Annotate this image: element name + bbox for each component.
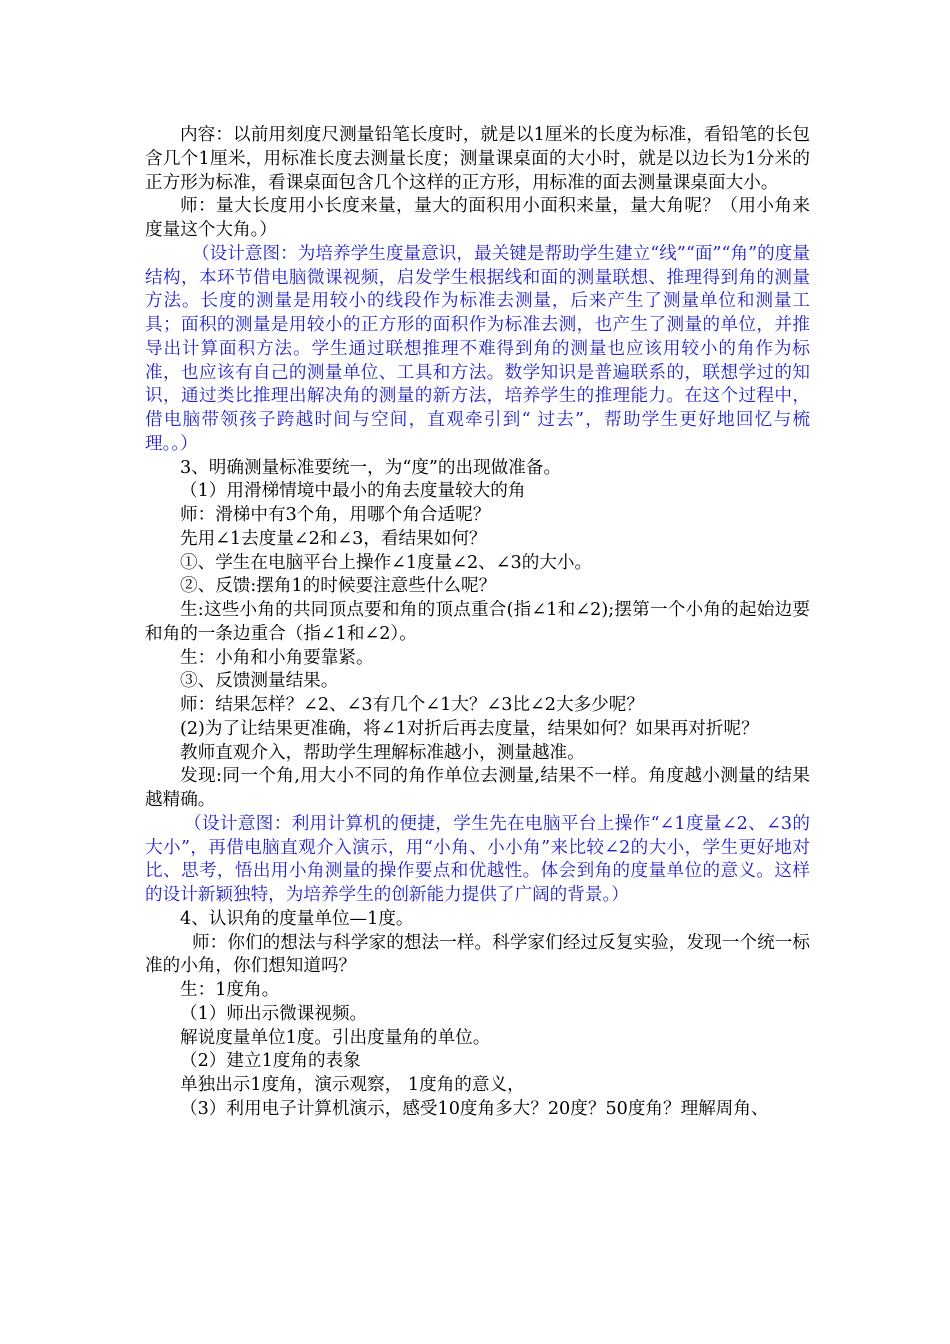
paragraph-show-1-degree: 单独出示1度角，演示观察， 1度角的意义， bbox=[180, 1075, 525, 1095]
paragraph-circle-1: ①、学生在电脑平台上操作∠1度量∠2、∠3的大小。 bbox=[180, 552, 593, 573]
paragraph-teacher-scientists: 师：你们的想法与科学家的想法一样。科学家们经过反复实验，发现一个统一标准的小角，你们想知道吗？ bbox=[145, 932, 810, 977]
paragraph-step-video: （1）师出示微课视频。 bbox=[180, 1003, 368, 1024]
paragraph-step-computer-demo: （3）利用电子计算机演示，感受10度角多大？20度？50度角？理解周角、 bbox=[180, 1098, 769, 1119]
paragraph-teacher-result: 师：结果怎样？∠2、∠3有几个∠1大？∠3比∠2大多少呢？ bbox=[180, 695, 644, 715]
paragraph-discovery: 发现:同一个角,用大小不同的角作单位去测量,结果不一样。角度越小测量的结果越精确。 bbox=[145, 766, 810, 810]
paragraph-teacher-question: 师：量大长度用小长度来量，量大的面积用小面积来量，量大角呢？（用小角来度量这个大角。） bbox=[145, 196, 810, 240]
paragraph-section-3-heading: 3、明确测量标准要统一，为“度”的出现做准备。 bbox=[180, 457, 562, 478]
paragraph-teacher-slide: 师：滑梯中有3个角，用哪个角合适呢？ bbox=[180, 505, 491, 525]
paragraph-explain-unit: 解说度量单位1度。引出度量角的单位。 bbox=[180, 1027, 491, 1048]
paragraph-student-vertex: 生:这些小角的共同顶点要和角的顶点重合(指∠1和∠2);摆第一个小角的起始边要和角的一条边重合（指∠1和∠2）。 bbox=[145, 600, 810, 644]
paragraph-student-tight: 生：小角和小角要靠紧。 bbox=[180, 647, 374, 668]
document-body bbox=[145, 124, 810, 1122]
paragraph-step-2: (2)为了让结果更准确，将∠1对折后再去度量，结果如何？如果再对折呢？ bbox=[180, 718, 759, 739]
paragraph-design-intent-2: （设计意图：利用计算机的便捷，学生先在电脑平台上操作“∠1度量∠2、∠3的大小”，再借电脑直观介入演示，用“小角、小小角”来比较∠2的大小，学生更好地对比、思考，悟出用小角测量的操作要点和优越性。体会到角的度量单位的意义。这样的设计新颖独特，为培养学生的创新能力提供了广阔的背景。） bbox=[145, 813, 810, 905]
paragraph-design-intent-1: （设计意图：为培养学生度量意识，最关键是帮助学生建立“线”“面”“角”的度量结构，本环节借电脑微课视频，启发学生根据线和面的测量联想、推理得到角的测量方法。长度的测量是用较小的线段作为标准去测量，后来产生了测量单位和测量工具；面积的测量是用较小的正方形的面积作为标准去测，也产生了测量的单位，并推导出计算面积方法。学生通过联想推理不难得到角的测量也应该用较小的角作为标准，也应该有自己的测量单位、工具和方法。数学知识是普遍联系的，联想学过的知识，通过类比推理出解决角的测量的新方法，培养学生的推理能力。在这个过程中，借电脑带领孩子跨越时间与空间，直观牵引到“ 过去”，帮助学生更好地回忆与梳理。。） bbox=[145, 243, 810, 454]
paragraph-step-representation: （2）建立1度角的表象 bbox=[180, 1051, 361, 1072]
paragraph-content-intro: 内容：以前用刻度尺测量铅笔长度时，就是以1厘米的长度为标准，看铅笔的长包含几个1厘米，用标准长度去测量长度；测量课桌面的大小时，就是以边长为1分米的正方形为标准，看课桌面包含几个这样的正方形，用标准的面去测量课桌面大小。 bbox=[145, 125, 810, 193]
paragraph-circle-2: ②、反馈:摆角1的时候要注意些什么呢？ bbox=[180, 576, 497, 597]
paragraph-student-1-degree: 生：1度角。 bbox=[180, 980, 280, 1000]
paragraph-teacher-intervene: 教师直观介入，帮助学生理解标准越小，测量越准。 bbox=[180, 742, 585, 763]
paragraph-circle-3: ③、反馈测量结果。 bbox=[180, 671, 339, 692]
paragraph-measure-angles: 先用∠1去度量∠2和∠3，看结果如何？ bbox=[180, 528, 487, 549]
paragraph-step-1: （1）用滑梯情境中最小的角去度量较大的角 bbox=[180, 481, 526, 502]
paragraph-section-4-heading: 4、认识角的度量单位—1度。 bbox=[180, 908, 414, 929]
